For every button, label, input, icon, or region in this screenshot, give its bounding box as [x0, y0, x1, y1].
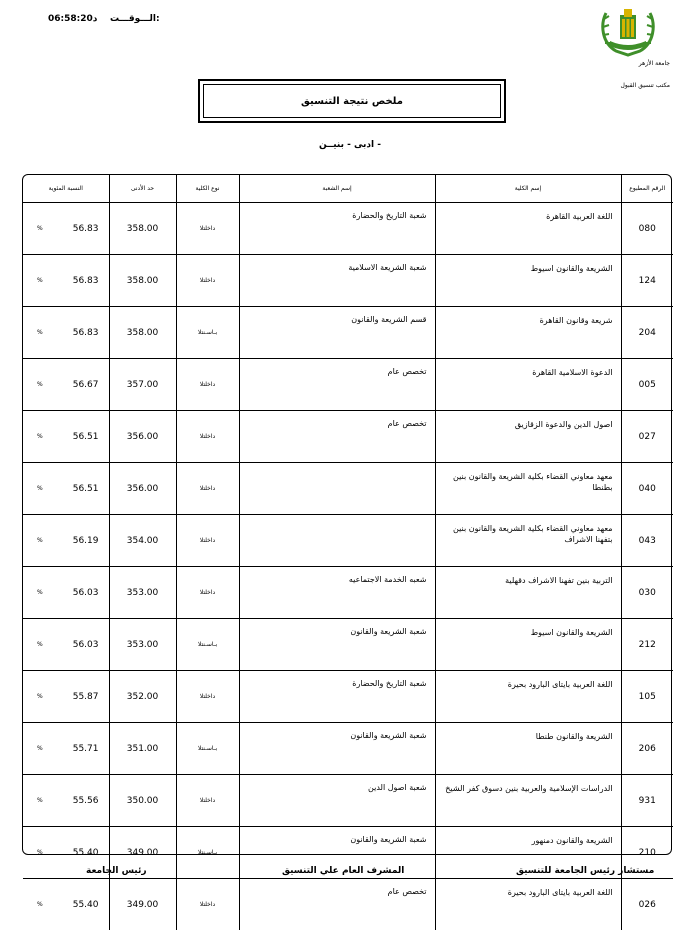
cell-min: 358.00 — [109, 307, 176, 359]
cell-faculty: اللغة العربية بايتاى البارود بحيرة — [435, 671, 621, 723]
table-row — [23, 307, 673, 359]
pct-value: 56.83 — [73, 328, 99, 338]
cell-branch: شعبة اصول الدين — [239, 775, 435, 827]
cell-pct — [23, 515, 109, 567]
cell-code: 027 — [621, 411, 673, 463]
cell-faculty: التربية بنين تفهنا الاشراف دقهلية — [435, 567, 621, 619]
signature-advisor: مستشار رئيس الجامعة للتنسيق — [516, 866, 654, 876]
cell-pct — [23, 463, 109, 515]
cell-type: داخلتلا — [176, 203, 239, 255]
cell-pct — [23, 671, 109, 723]
table-row — [23, 255, 673, 307]
cell-code: 043 — [621, 515, 673, 567]
cell-faculty: اللغة العربية بايتاى البارود بحيرة — [435, 879, 621, 930]
cell-faculty: الشريعة والقانون دمنهور — [435, 827, 621, 879]
pct-unit: % — [37, 381, 43, 388]
cell-code: 040 — [621, 463, 673, 515]
cell-pct — [23, 307, 109, 359]
cell-pct — [23, 203, 109, 255]
cell-branch: شعبة الشريعة والقانون — [239, 827, 435, 879]
time-label: الـــوقـــت: — [110, 14, 160, 24]
cell-pct — [23, 411, 109, 463]
cell-faculty: معهد معاوني القضاء بكلية الشريعة والقانون بنين بتفهنا الاشراف — [435, 515, 621, 567]
cell-min: 354.00 — [109, 515, 176, 567]
cell-branch: شعبة التاريخ والحضارة — [239, 671, 435, 723]
cell-faculty: معهد معاوني القضاء بكلية الشريعة والقانون بنين بطنطا — [435, 463, 621, 515]
cell-faculty: الشريعة والقانون طنطا — [435, 723, 621, 775]
cell-min: 358.00 — [109, 255, 176, 307]
pct-value: 56.67 — [73, 380, 99, 390]
cell-pct — [23, 723, 109, 775]
results-table-container — [22, 174, 672, 855]
cell-branch: قسم الشريعة والقانون — [239, 307, 435, 359]
pct-value: 56.83 — [73, 276, 99, 286]
cell-faculty: شريعة وقانون القاهرة — [435, 307, 621, 359]
pct-value: 55.71 — [73, 744, 99, 754]
pct-value: 56.51 — [73, 432, 99, 442]
cell-code: 931 — [621, 775, 673, 827]
cell-min: 352.00 — [109, 671, 176, 723]
cell-code: 124 — [621, 255, 673, 307]
signature-supervisor: المشرف العام علي التنسيق — [282, 866, 404, 876]
pct-value: 55.40 — [73, 900, 99, 910]
table-row — [23, 359, 673, 411]
cell-min: 356.00 — [109, 463, 176, 515]
pct-value: 55.40 — [73, 848, 99, 858]
header-branch: إسم الشعبة — [239, 175, 435, 203]
cell-type: بـاسـنتلا — [176, 619, 239, 671]
cell-type: داخلتلا — [176, 255, 239, 307]
table-row — [23, 567, 673, 619]
results-table — [23, 175, 673, 930]
cell-type: داخلتلا — [176, 671, 239, 723]
cell-faculty: الدراسات الإسلامية والعربية بنين دسوق كفر الشيخ — [435, 775, 621, 827]
cell-type: داخلتلا — [176, 411, 239, 463]
pct-unit: % — [37, 693, 43, 700]
cell-faculty: الشريعة والقانون اسيوط — [435, 619, 621, 671]
pct-unit: % — [37, 797, 43, 804]
cell-branch: تخصص عام — [239, 411, 435, 463]
cell-code: 080 — [621, 203, 673, 255]
cell-type: داخلتلا — [176, 879, 239, 930]
cell-type: داخلتلا — [176, 775, 239, 827]
table-row — [23, 515, 673, 567]
cell-type: بـاسـنتلا — [176, 307, 239, 359]
cell-pct — [23, 359, 109, 411]
cell-min: 349.00 — [109, 827, 176, 879]
cell-branch: شعبة الشريعة والقانون — [239, 619, 435, 671]
pct-unit: % — [37, 849, 43, 856]
cell-code: 206 — [621, 723, 673, 775]
cell-code: 212 — [621, 619, 673, 671]
header-type: نوع الكلية — [176, 175, 239, 203]
cell-code: 204 — [621, 307, 673, 359]
pct-value: 55.87 — [73, 692, 99, 702]
pct-value: 56.03 — [73, 588, 99, 598]
table-row — [23, 723, 673, 775]
cell-branch — [239, 515, 435, 567]
cell-branch: شعبة الشريعة والقانون — [239, 723, 435, 775]
header-code: الرقم المطبوع — [621, 175, 673, 203]
cell-min: 351.00 — [109, 723, 176, 775]
pct-unit: % — [37, 745, 43, 752]
pct-unit: % — [37, 589, 43, 596]
cell-faculty: الشريعة والقانون اسيوط — [435, 255, 621, 307]
cell-type: بـاسـنتلا — [176, 827, 239, 879]
university-logo-icon — [596, 5, 660, 57]
cell-min: 353.00 — [109, 567, 176, 619]
cell-branch: تخصص عام — [239, 879, 435, 930]
cell-faculty: اللغة العربية القاهرة — [435, 203, 621, 255]
office-name: مكتب تنسيق القبول — [560, 82, 670, 89]
table-header-row — [23, 175, 673, 203]
pct-unit: % — [37, 225, 43, 232]
cell-branch: تخصص عام — [239, 359, 435, 411]
cell-code: 210 — [621, 827, 673, 879]
pct-unit: % — [37, 537, 43, 544]
header-min: حد الأدنى — [109, 175, 176, 203]
pct-unit: % — [37, 433, 43, 440]
university-name: جامعة الأزهر — [560, 60, 670, 67]
cell-faculty: اصول الدين والدعوة الزقازيق — [435, 411, 621, 463]
header-pct: النسبة المئوية — [23, 175, 109, 203]
table-row — [23, 879, 673, 930]
cell-min: 349.00 — [109, 879, 176, 930]
pct-unit: % — [37, 329, 43, 336]
cell-branch: شعبة الشريعة الاسلامية — [239, 255, 435, 307]
title-box — [198, 79, 506, 123]
cell-faculty: الدعوة الاسلامية القاهرة — [435, 359, 621, 411]
cell-branch: شعبة التاريخ والحضارة — [239, 203, 435, 255]
table-row — [23, 775, 673, 827]
header-faculty: إسم الكلية — [435, 175, 621, 203]
pct-value: 55.56 — [73, 796, 99, 806]
cell-type: داخلتلا — [176, 515, 239, 567]
pct-unit: % — [37, 485, 43, 492]
cell-type: داخلتلا — [176, 359, 239, 411]
pct-unit: % — [37, 641, 43, 648]
pct-value: 56.83 — [73, 224, 99, 234]
table-body — [23, 203, 673, 930]
cell-type: داخلتلا — [176, 567, 239, 619]
cell-min: 353.00 — [109, 619, 176, 671]
page-title: ملخص نتيجة التنسيق — [203, 84, 501, 118]
cell-pct — [23, 775, 109, 827]
table-row — [23, 463, 673, 515]
cell-pct — [23, 619, 109, 671]
signature-president: رئيس الجامعة — [86, 866, 147, 876]
cell-code: 026 — [621, 879, 673, 930]
table-row — [23, 671, 673, 723]
cell-min: 350.00 — [109, 775, 176, 827]
time-value: 06:58:20د — [48, 14, 97, 24]
cell-min: 357.00 — [109, 359, 176, 411]
cell-min: 356.00 — [109, 411, 176, 463]
cell-type: داخلتلا — [176, 463, 239, 515]
table-row — [23, 619, 673, 671]
page-subtitle: - ادبى - بنيــن — [250, 140, 450, 150]
cell-code: 005 — [621, 359, 673, 411]
cell-branch: شعبه الخدمة الاجتماعيه — [239, 567, 435, 619]
cell-code: 105 — [621, 671, 673, 723]
cell-pct — [23, 879, 109, 930]
cell-pct — [23, 567, 109, 619]
table-row — [23, 411, 673, 463]
pct-unit: % — [37, 277, 43, 284]
table-row — [23, 203, 673, 255]
cell-pct — [23, 255, 109, 307]
cell-branch — [239, 463, 435, 515]
cell-min: 358.00 — [109, 203, 176, 255]
pct-value: 56.51 — [73, 484, 99, 494]
pct-value: 56.19 — [73, 536, 99, 546]
cell-code: 030 — [621, 567, 673, 619]
pct-unit: % — [37, 901, 43, 908]
cell-type: بـاسـنتلا — [176, 723, 239, 775]
pct-value: 56.03 — [73, 640, 99, 650]
